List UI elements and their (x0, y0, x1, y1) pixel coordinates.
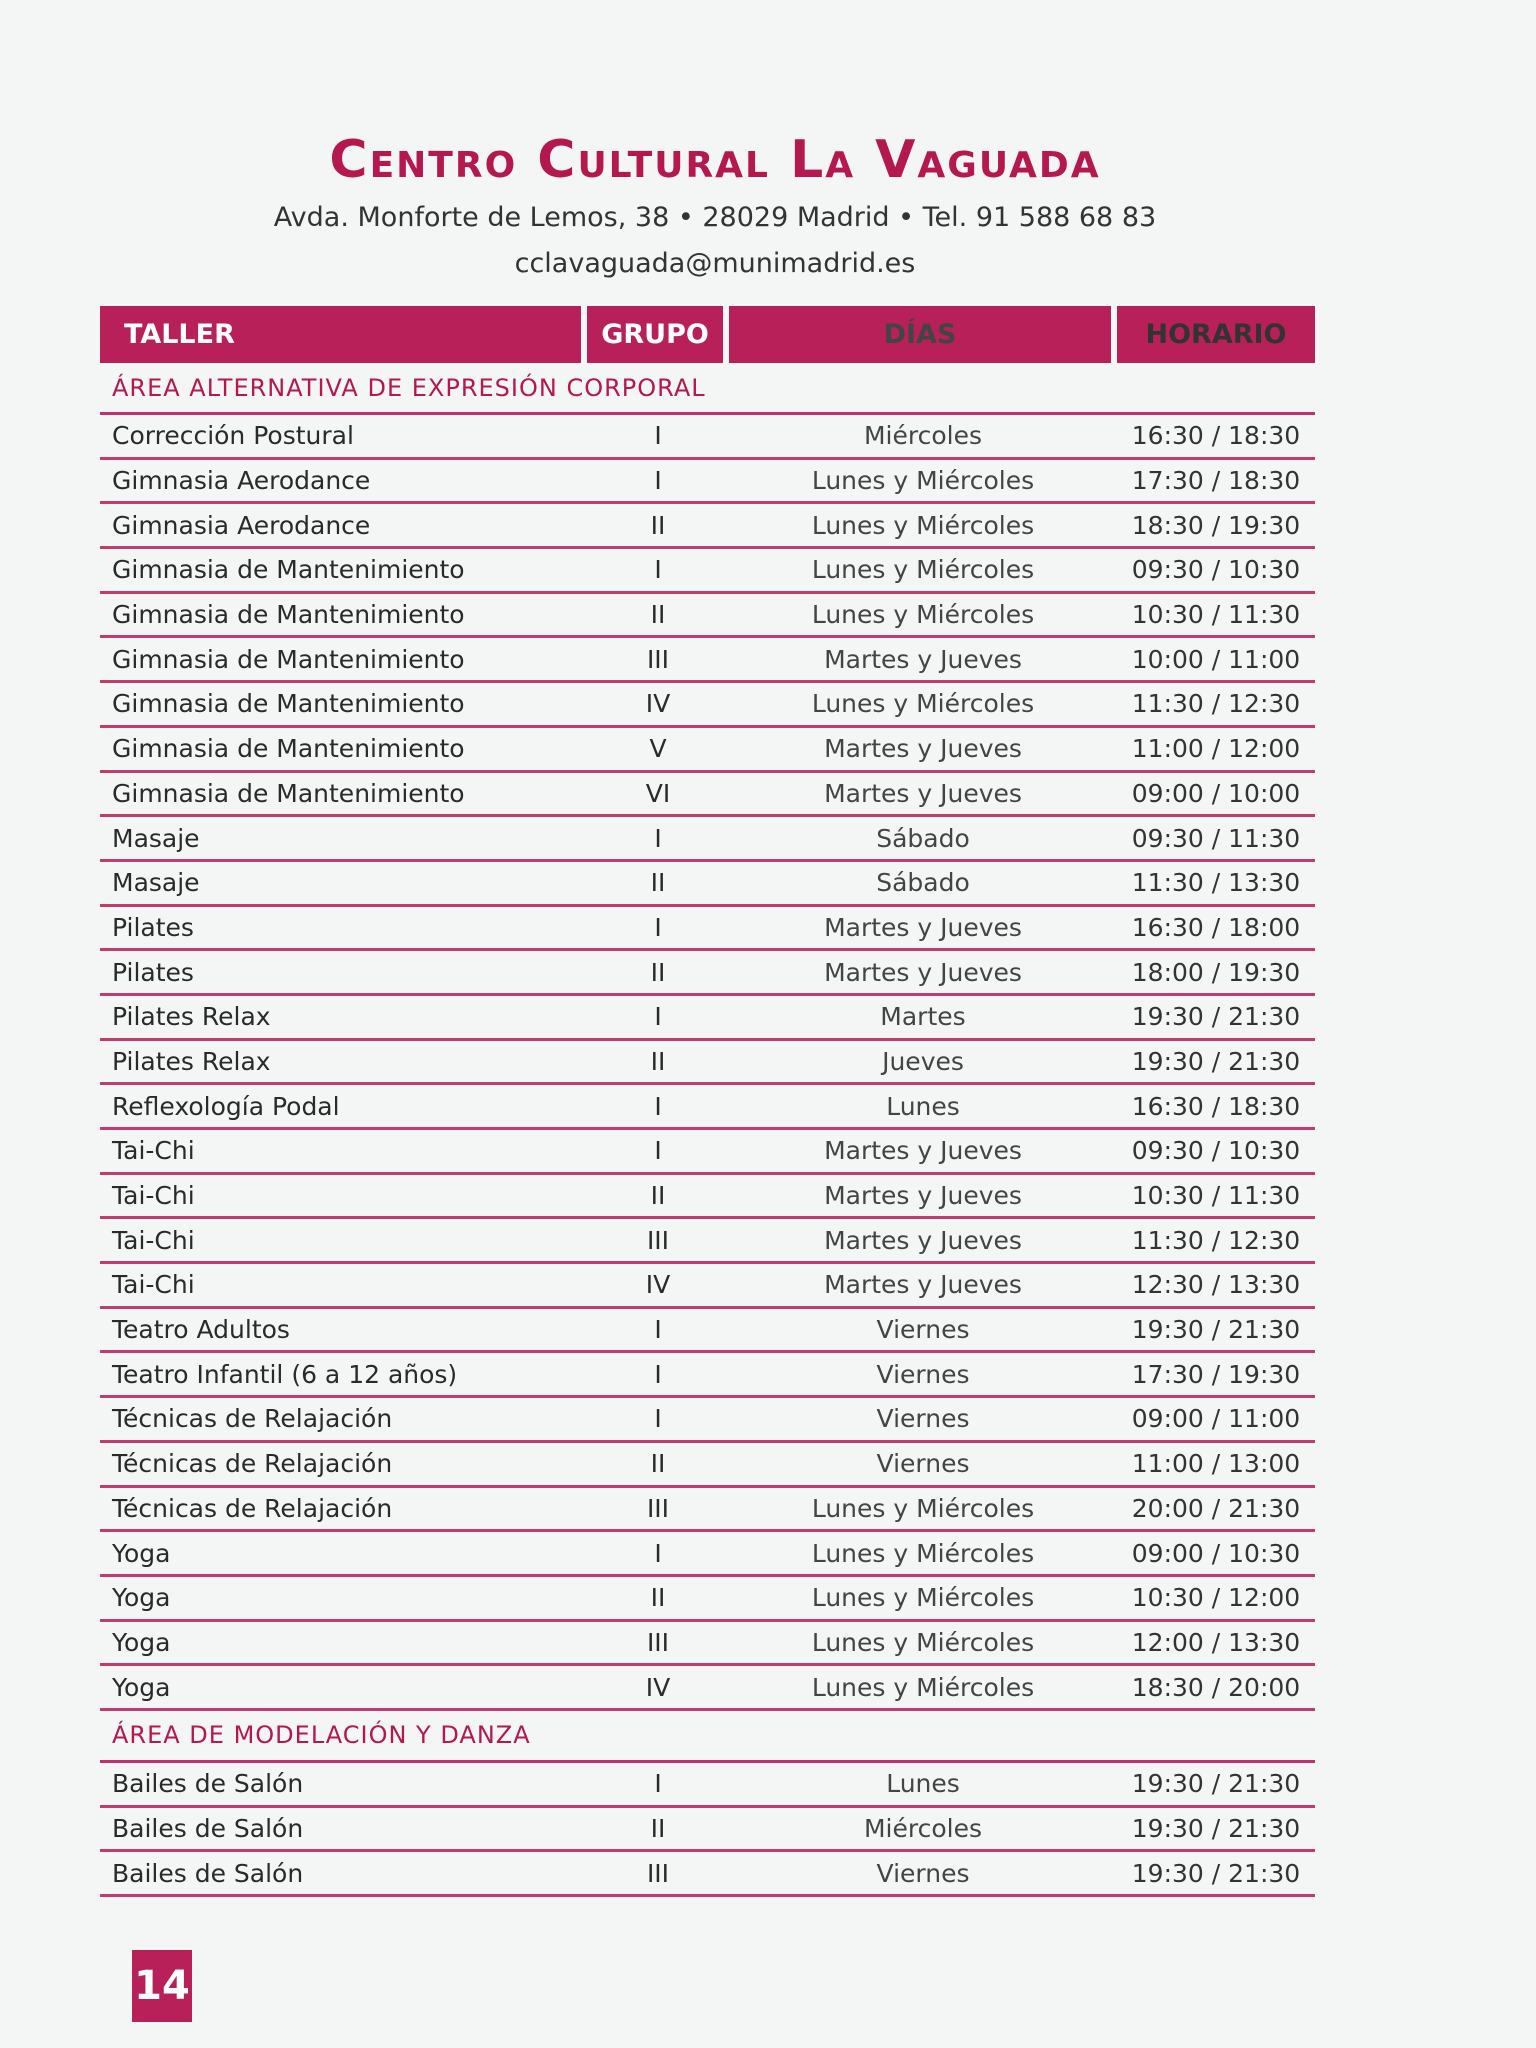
dias-cell: Lunes y Miércoles (811, 466, 1035, 496)
page-title: Centro Cultural La Vaguada (329, 130, 1101, 190)
dias-cell: Viernes (876, 1315, 970, 1345)
dias-cell: Lunes y Miércoles (811, 689, 1035, 719)
dias-cell: Lunes y Miércoles (811, 1493, 1035, 1523)
table-row (100, 773, 1315, 818)
taller-cell: Teatro Infantil (6 a 12 años) (112, 1359, 458, 1389)
table-row (100, 1488, 1315, 1533)
dias-cell: Miércoles (863, 1813, 983, 1843)
table-row (100, 638, 1315, 683)
grupo-cell: III (646, 1225, 670, 1255)
horario-cell: 18:00 / 19:30 (1131, 957, 1301, 987)
horario-cell: 11:30 / 13:30 (1131, 868, 1301, 898)
address-line: Avda. Monforte de Lemos, 38 • 28029 Madrid • Tel. 91 588 68 83 (273, 202, 1157, 233)
dias-cell: Viernes (876, 1858, 970, 1888)
horario-cell: 09:30 / 10:30 (1131, 1136, 1301, 1166)
horario-cell: 16:30 / 18:30 (1131, 1091, 1301, 1121)
grupo-cell: I (654, 1136, 662, 1166)
taller-cell: Gimnasia de Mantenimiento (112, 689, 465, 719)
taller-cell: Gimnasia de Mantenimiento (112, 778, 465, 808)
taller-cell: Tai-Chi (112, 1181, 195, 1211)
taller-cell: Yoga (112, 1538, 171, 1568)
horario-cell: 09:30 / 11:30 (1131, 823, 1301, 853)
horario-cell: 19:30 / 21:30 (1131, 1813, 1301, 1843)
taller-cell: Bailes de Salón (112, 1769, 304, 1799)
taller-cell: Técnicas de Relajación (112, 1493, 393, 1523)
email-line: cclavaguada@munimadrid.es (514, 248, 916, 279)
dias-cell: Lunes (886, 1769, 960, 1799)
table-row (100, 1130, 1315, 1175)
grupo-cell: I (654, 1091, 662, 1121)
taller-cell: Reflexología Podal (112, 1091, 340, 1121)
table-row (100, 460, 1315, 505)
section-header: ÁREA DE MODELACIÓN Y DANZA (100, 1711, 1315, 1763)
horario-cell: 10:30 / 11:30 (1131, 600, 1301, 630)
dias-cell: Lunes y Miércoles (811, 1538, 1035, 1568)
horario-cell: 09:00 / 10:00 (1131, 778, 1301, 808)
dias-cell: Viernes (876, 1404, 970, 1434)
horario-cell: 11:00 / 13:00 (1131, 1449, 1301, 1479)
taller-cell: Tai-Chi (112, 1136, 195, 1166)
table-row (100, 1219, 1315, 1264)
schedule-table (100, 306, 1315, 1897)
taller-cell: Técnicas de Relajación (112, 1449, 393, 1479)
table-row (100, 1398, 1315, 1443)
table-row (100, 1041, 1315, 1086)
taller-cell: Gimnasia de Mantenimiento (112, 600, 465, 630)
table-row (100, 1532, 1315, 1577)
dias-cell: Martes (880, 1002, 966, 1032)
dias-cell: Martes y Jueves (824, 957, 1022, 987)
grupo-cell: IV (645, 689, 671, 719)
table-row (100, 1808, 1315, 1853)
section-header: ÁREA ALTERNATIVA DE EXPRESIÓN CORPORAL (100, 363, 1315, 415)
taller-cell: Gimnasia de Mantenimiento (112, 555, 465, 585)
dias-cell: Lunes y Miércoles (811, 600, 1035, 630)
dias-cell: Martes y Jueves (824, 644, 1022, 674)
grupo-cell: V (649, 734, 667, 764)
taller-cell: Masaje (112, 868, 200, 898)
horario-cell: 19:30 / 21:30 (1131, 1315, 1301, 1345)
table-row (100, 1763, 1315, 1808)
horario-cell: 11:00 / 12:00 (1131, 734, 1301, 764)
dias-cell: Martes y Jueves (824, 1136, 1022, 1166)
dias-cell: Viernes (876, 1359, 970, 1389)
dias-cell: Lunes y Miércoles (811, 1627, 1035, 1657)
table-row (100, 996, 1315, 1041)
grupo-cell: III (646, 1493, 670, 1523)
horario-cell: 09:00 / 10:30 (1131, 1538, 1301, 1568)
dias-cell: Jueves (882, 1046, 964, 1076)
horario-cell: 11:30 / 12:30 (1131, 689, 1301, 719)
column-header-dias: DÍAS (729, 306, 1111, 363)
horario-cell: 16:30 / 18:00 (1131, 912, 1301, 942)
taller-cell: Yoga (112, 1583, 171, 1613)
taller-cell: Pilates Relax (112, 1002, 271, 1032)
horario-cell: 20:00 / 21:30 (1131, 1493, 1301, 1523)
table-row (100, 594, 1315, 639)
dias-cell: Martes y Jueves (824, 1225, 1022, 1255)
horario-cell: 12:00 / 13:30 (1131, 1627, 1301, 1657)
grupo-cell: I (654, 1002, 662, 1032)
grupo-cell: I (654, 1769, 662, 1799)
table-row (100, 1577, 1315, 1622)
table-row (100, 907, 1315, 952)
grupo-cell: I (654, 1404, 662, 1434)
table-row (100, 1353, 1315, 1398)
dias-cell: Sábado (876, 868, 970, 898)
table-row (100, 1085, 1315, 1130)
table-row (100, 817, 1315, 862)
horario-cell: 09:00 / 11:00 (1131, 1404, 1301, 1434)
taller-cell: Pilates (112, 912, 194, 942)
table-row (100, 504, 1315, 549)
dias-cell: Lunes y Miércoles (811, 510, 1035, 540)
dias-cell: Lunes y Miércoles (811, 1583, 1035, 1613)
dias-cell: Martes y Jueves (824, 912, 1022, 942)
horario-cell: 12:30 / 13:30 (1131, 1270, 1301, 1300)
horario-cell: 18:30 / 20:00 (1131, 1672, 1301, 1702)
horario-cell: 17:30 / 18:30 (1131, 466, 1301, 496)
grupo-cell: II (650, 1583, 666, 1613)
taller-cell: Técnicas de Relajación (112, 1404, 393, 1434)
taller-cell: Pilates Relax (112, 1046, 271, 1076)
grupo-cell: II (650, 1449, 666, 1479)
dias-cell: Martes y Jueves (824, 734, 1022, 764)
grupo-cell: III (646, 644, 670, 674)
grupo-cell: II (650, 510, 666, 540)
table-row (100, 549, 1315, 594)
taller-cell: Masaje (112, 823, 200, 853)
grupo-cell: VI (645, 778, 671, 808)
table-row (100, 1309, 1315, 1354)
taller-cell: Gimnasia de Mantenimiento (112, 644, 465, 674)
taller-cell: Bailes de Salón (112, 1813, 304, 1843)
dias-cell: Lunes y Miércoles (811, 1672, 1035, 1702)
grupo-cell: I (654, 823, 662, 853)
column-header-grupo: GRUPO (587, 306, 723, 363)
table-row (100, 1264, 1315, 1309)
dias-cell: Martes y Jueves (824, 778, 1022, 808)
table-row (100, 728, 1315, 773)
grupo-cell: I (654, 555, 662, 585)
grupo-cell: I (654, 421, 662, 451)
horario-cell: 09:30 / 10:30 (1131, 555, 1301, 585)
horario-cell: 16:30 / 18:30 (1131, 421, 1301, 451)
grupo-cell: I (654, 466, 662, 496)
horario-cell: 10:30 / 11:30 (1131, 1181, 1301, 1211)
taller-cell: Tai-Chi (112, 1225, 195, 1255)
table-row (100, 1443, 1315, 1488)
taller-cell: Tai-Chi (112, 1270, 195, 1300)
taller-cell: Pilates (112, 957, 194, 987)
horario-cell: 19:30 / 21:30 (1131, 1858, 1301, 1888)
table-row (100, 1622, 1315, 1667)
taller-cell: Bailes de Salón (112, 1858, 304, 1888)
taller-cell: Gimnasia Aerodance (112, 466, 371, 496)
horario-cell: 19:30 / 21:30 (1131, 1769, 1301, 1799)
table-row (100, 1175, 1315, 1220)
dias-cell: Miércoles (863, 421, 983, 451)
horario-cell: 19:30 / 21:30 (1131, 1002, 1301, 1032)
taller-cell: Gimnasia Aerodance (112, 510, 371, 540)
grupo-cell: II (650, 1813, 666, 1843)
grupo-cell: I (654, 1359, 662, 1389)
horario-cell: 18:30 / 19:30 (1131, 510, 1301, 540)
column-header-taller: TALLER (100, 306, 581, 363)
table-row (100, 862, 1315, 907)
table-row (100, 415, 1315, 460)
horario-cell: 10:00 / 11:00 (1131, 644, 1301, 674)
taller-cell: Teatro Adultos (112, 1315, 290, 1345)
taller-cell: Corrección Postural (112, 421, 354, 451)
grupo-cell: I (654, 1315, 662, 1345)
horario-cell: 17:30 / 19:30 (1131, 1359, 1301, 1389)
column-header-horario: HORARIO (1117, 306, 1315, 363)
grupo-cell: IV (645, 1672, 671, 1702)
horario-cell: 19:30 / 21:30 (1131, 1046, 1301, 1076)
table-row (100, 951, 1315, 996)
grupo-cell: II (650, 1046, 666, 1076)
grupo-cell: II (650, 957, 666, 987)
grupo-cell: IV (645, 1270, 671, 1300)
grupo-cell: II (650, 600, 666, 630)
table-header (100, 306, 1315, 363)
table-body (100, 363, 1315, 1897)
horario-cell: 10:30 / 12:00 (1131, 1583, 1301, 1613)
dias-cell: Lunes y Miércoles (811, 555, 1035, 585)
taller-cell: Gimnasia de Mantenimiento (112, 734, 465, 764)
grupo-cell: III (646, 1627, 670, 1657)
dias-cell: Viernes (876, 1449, 970, 1479)
dias-cell: Martes y Jueves (824, 1181, 1022, 1211)
grupo-cell: III (646, 1858, 670, 1888)
page-number: 14 (132, 1950, 192, 2022)
horario-cell: 11:30 / 12:30 (1131, 1225, 1301, 1255)
taller-cell: Yoga (112, 1627, 171, 1657)
table-row (100, 1666, 1315, 1711)
taller-cell: Yoga (112, 1672, 171, 1702)
dias-cell: Lunes (886, 1091, 960, 1121)
dias-cell: Martes y Jueves (824, 1270, 1022, 1300)
grupo-cell: I (654, 1538, 662, 1568)
table-row (100, 1852, 1315, 1897)
table-row (100, 683, 1315, 728)
grupo-cell: II (650, 1181, 666, 1211)
dias-cell: Sábado (876, 823, 970, 853)
grupo-cell: I (654, 912, 662, 942)
grupo-cell: II (650, 868, 666, 898)
